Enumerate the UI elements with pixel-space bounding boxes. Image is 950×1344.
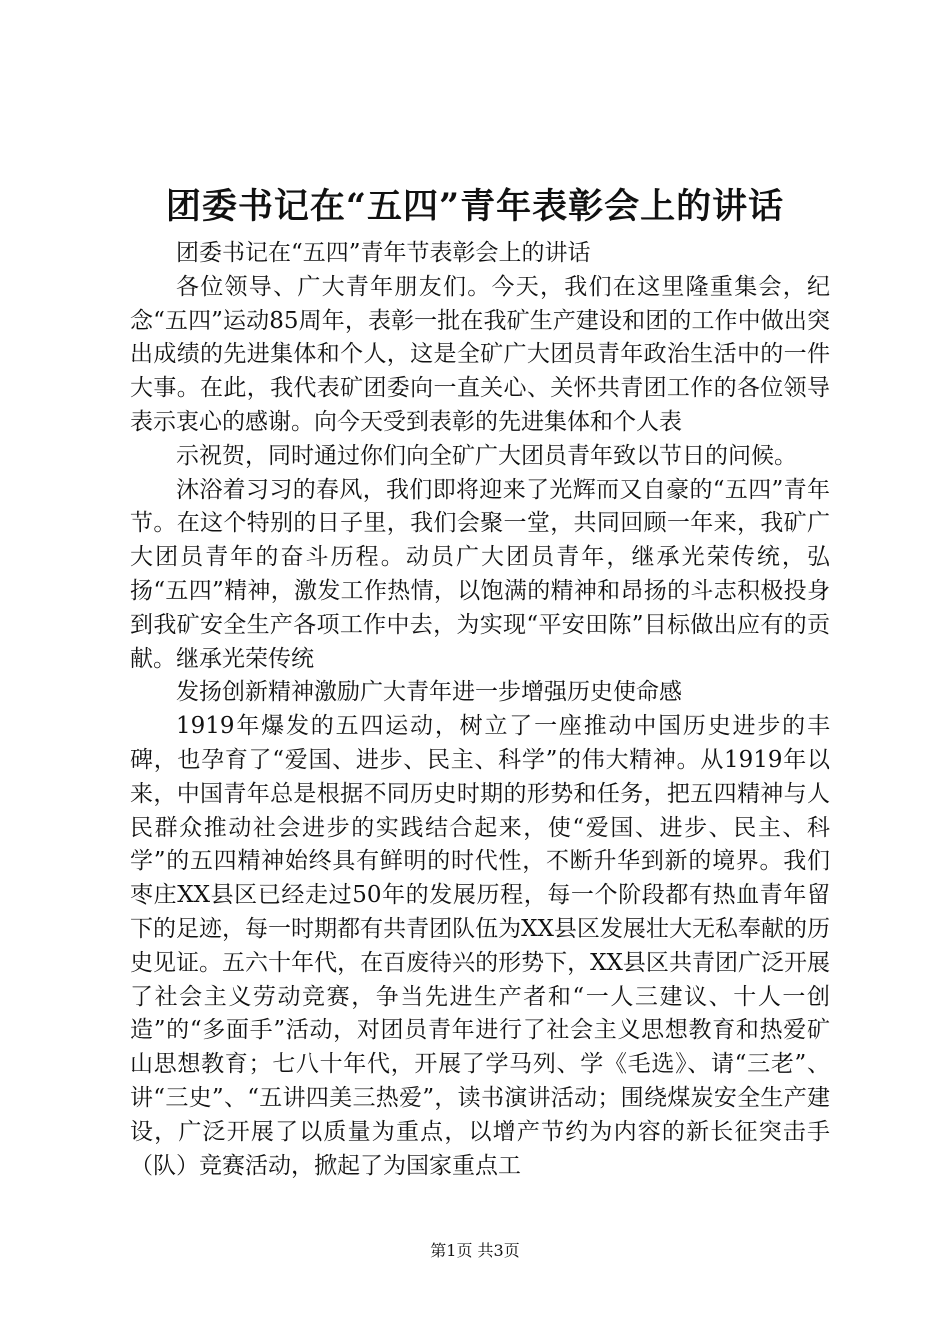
body-paragraph: 各位领导、广大青年朋友们。今天，我们在这里隆重集会，纪念“五四”运动85周年，表彰一批在我矿生产建设和团的工作中做出突出成绩的先进集体和个人，这是全矿广大团员青年政治生活中的一件大事。在此，我代表矿团委向一直关心、关怀共青团工作的各位领导表示衷心的感谢。向今天受到表彰的先进集体和个人表 [130,273,830,435]
body-paragraph: 1919年爆发的五四运动，树立了一座推动中国历史进步的丰碑，也孕育了“爱国、进步、民主、科学”的伟大精神。从1919年以来，中国青年总是根据不同历史时期的形势和任务，把五四精神与人民群众推动社会进步的实践结合起来，使“爱国、进步、民主、科学”的五四精神始终具有鲜明的时代性，不断升华到新的境界。我们枣庄XX县区已经走过50年的发展历程，每一个阶段都有热血青年留下的足迹，每一时期都有共青团队伍为XX县区发展壮大无私奉献的历史见证。五六十年代，在百废待兴的形势下，XX县区共青团广泛开展了社会主义劳动竞赛，争当先进生产者和“一人三建议、十人一创造”的“多面手”活动，对团员青年进行了社会主义思想教育和热爱矿山思想教育；七八十年代，开展了学马列、学《毛选》、请“三老”、讲“三史”、“五讲四美三热爱”，读书演讲活动；围绕煤炭安全生产建设，广泛开展了以质量为重点，以增产节约为内容的新长征突击手（队）竞赛活动，掀起了为国家重点工 [130,713,830,1179]
document-title: 团委书记在“五四”青年表彰会上的讲话 [165,186,785,227]
document-body [130,237,830,1183]
subtitle-paragraph: 团委书记在“五四”青年节表彰会上的讲话 [176,240,591,266]
body-paragraph: 沐浴着习习的春风，我们即将迎来了光辉而又自豪的“五四”青年节。在这个特别的日子里，我们会聚一堂，共同回顾一年来，我矿广大团员青年的奋斗历程。动员广大团员青年，继承光荣传统，弘扬“五四”精神，激发工作热情，以饱满的精神和昂扬的斗志积极投身到我矿安全生产各项工作中去，为实现“平安田陈”目标做出应有的贡献。继承光荣传统 [130,476,830,672]
page-number-footer: 第1页 共3页 [430,1241,520,1260]
body-paragraph: 示祝贺，同时通过你们向全矿广大团员青年致以节日的问候。 [176,442,797,469]
section-heading-paragraph: 发扬创新精神激励广大青年进一步增强历史使命感 [176,679,682,706]
